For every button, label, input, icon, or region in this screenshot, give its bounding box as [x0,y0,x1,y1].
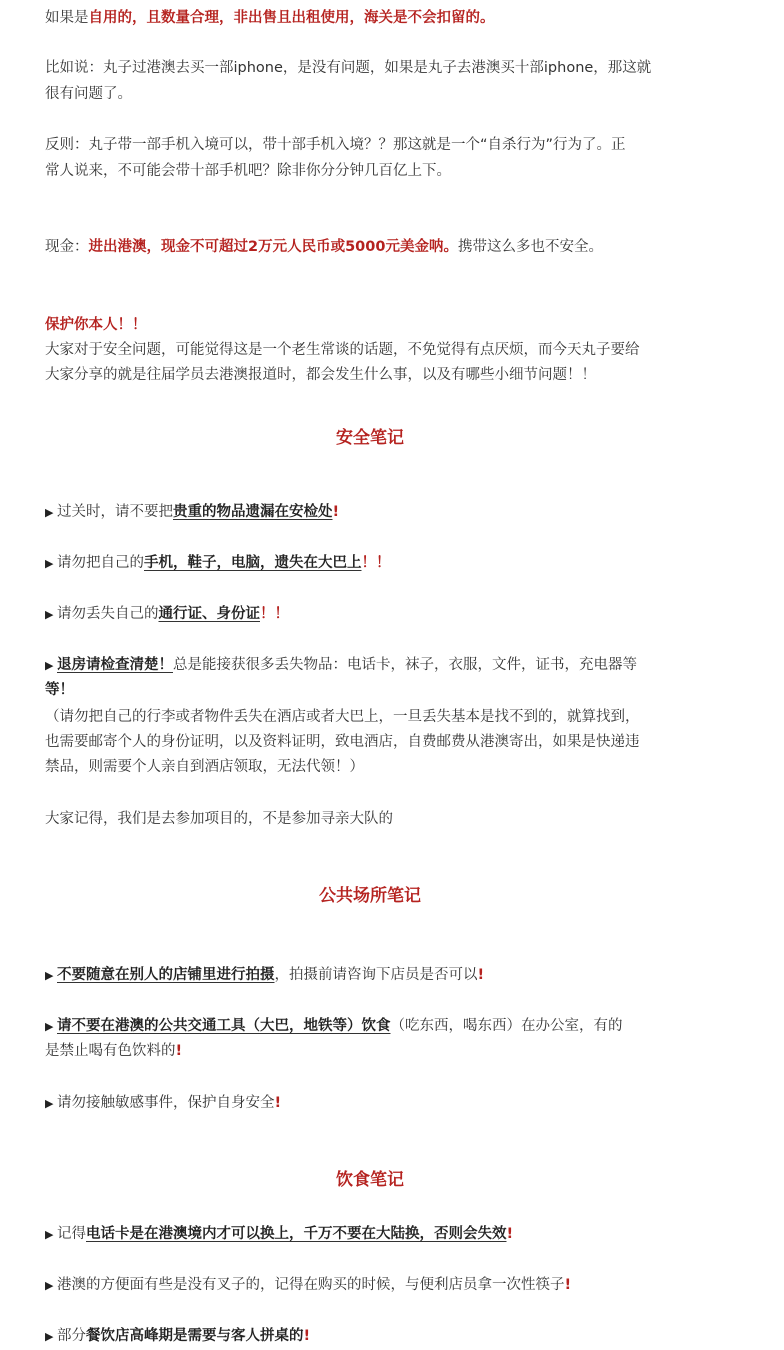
checkout-note-line-1: （请勿把自己的行李或者物件丢失在酒店或者大巴上，一旦丢失基本是找不到的，就算找到， [45,709,640,725]
exclamation-mark: ! [506,1226,514,1242]
list-item [45,499,705,526]
emphasis-text: 通行证、身份证 [158,606,260,622]
list-item [45,962,705,989]
exclamation-mark: ! [564,1277,572,1293]
list-item [45,1090,705,1117]
safety-intro-line-1: 大家对于安全问题，可能觉得这是一个老生常谈的话题，不免觉得有点厌烦，而今天丸子要给 [45,342,640,358]
list-item-continuation: 等！ [45,682,74,698]
text: 部分 [57,1328,86,1344]
text: 过关时，请不要把 [57,504,173,520]
checkout-note-line-3: 禁品，则需要个人亲自到酒店领取，无法代领！） [45,759,364,775]
counter-example-line-1: 反则：丸子带一部手机入境可以，带十部手机入境？？那这就是一个“自杀行为”行为了。正 [45,137,626,153]
text: 现金： [45,239,89,255]
list-item [45,1221,705,1248]
triangle-right-icon: ▶ [45,969,54,982]
list-item [45,550,705,577]
text: 请勿把自己的 [57,555,144,571]
text: 是禁止喝有色饮料的 [45,1043,176,1059]
triangle-right-icon: ▶ [45,659,54,672]
exclamation-mark: ! [477,967,485,983]
example-line-2: 很有问题了。 [45,86,132,102]
protect-yourself-title: 保护你本人！！ [45,317,147,333]
list-item [45,652,705,679]
triangle-right-icon: ▶ [45,608,54,621]
exclamation-mark: ! [332,504,340,520]
exclamation-mark: ！！ [361,555,391,571]
section-heading-food: 饮食笔记 [336,1170,404,1190]
exclamation-mark: ! [274,1095,282,1111]
customs-paragraph [45,5,705,31]
triangle-right-icon: ▶ [45,1330,54,1343]
text: 请勿接触敏感事件，保护自身安全 [57,1095,275,1111]
emphasis-text: 电话卡是在港澳境内才可以换上，千万不要在大陆换，否则会失效 [86,1226,507,1242]
triangle-right-icon: ▶ [45,557,54,570]
checkout-note-line-2: 也需要邮寄个人的身份证明，以及资料证明，致电酒店，自费邮费从港澳寄出，如果是快递违 [45,734,640,750]
exclamation-mark: ! [303,1328,311,1344]
emphasis-text: 退房请检查清楚！ [57,657,173,673]
triangle-right-icon: ▶ [45,1020,54,1033]
highlight-text: 进出港澳，现金不可超过2万元人民币或5000元美金呐。 [88,239,458,255]
text: 港澳的方便面有些是没有叉子的，记得在购买的时候，与便利店员拿一次性筷子 [57,1277,565,1293]
text: 请勿丢失自己的 [57,606,159,622]
list-item [45,601,705,628]
text: 携带这么多也不安全。 [457,239,603,255]
emphasis-text: 餐饮店高峰期是需要与客人拼桌的 [86,1328,304,1344]
emphasis-text: 不要随意在别人的店铺里进行拍摄 [57,967,275,983]
cash-paragraph [45,234,705,260]
list-item [45,1272,705,1299]
safety-intro-line-2: 大家分享的就是往届学员去港澳报道时，都会发生什么事，以及有哪些小细节问题！！ [45,367,596,383]
example-line-1: 比如说：丸子过港澳去买一部iphone，是没有问题，如果是丸子去港澳买十部iphone，那这就 [45,60,652,76]
exclamation-mark: ！！ [260,606,289,622]
section-heading-safety: 安全笔记 [336,428,404,448]
text: 如果是 [45,10,89,26]
exclamation-mark: ! [175,1043,183,1059]
reminder-text: 大家记得，我们是去参加项目的，不是参加寻亲大队的 [45,811,393,827]
triangle-right-icon: ▶ [45,1228,54,1241]
text: （吃东西，喝东西）在办公室，有的 [390,1018,623,1034]
triangle-right-icon: ▶ [45,1097,54,1110]
section-heading-public: 公共场所笔记 [319,886,421,906]
list-item-continuation [45,1038,705,1064]
text: 总是能接获很多丢失物品：电话卡，袜子，衣服，文件，证书，充电器等 [173,657,637,673]
highlight-text: 自用的，且数量合理，非出售且出租使用，海关是不会扣留的。 [88,10,495,26]
emphasis-text: 贵重的物品遗漏在安检处 [173,504,333,520]
triangle-right-icon: ▶ [45,506,54,519]
list-item [45,1323,705,1350]
triangle-right-icon: ▶ [45,1279,54,1292]
emphasis-text: 请不要在港澳的公共交通工具（大巴，地铁等）饮食 [57,1018,391,1034]
list-item [45,1013,705,1040]
emphasis-text: 手机，鞋子，电脑，遗失在大巴上 [144,555,362,571]
text: ，拍摄前请咨询下店员是否可以 [274,967,478,983]
text: 记得 [57,1226,86,1242]
counter-example-line-2: 常人说来，不可能会带十部手机吧？除非你分分钟几百亿上下。 [45,163,451,179]
